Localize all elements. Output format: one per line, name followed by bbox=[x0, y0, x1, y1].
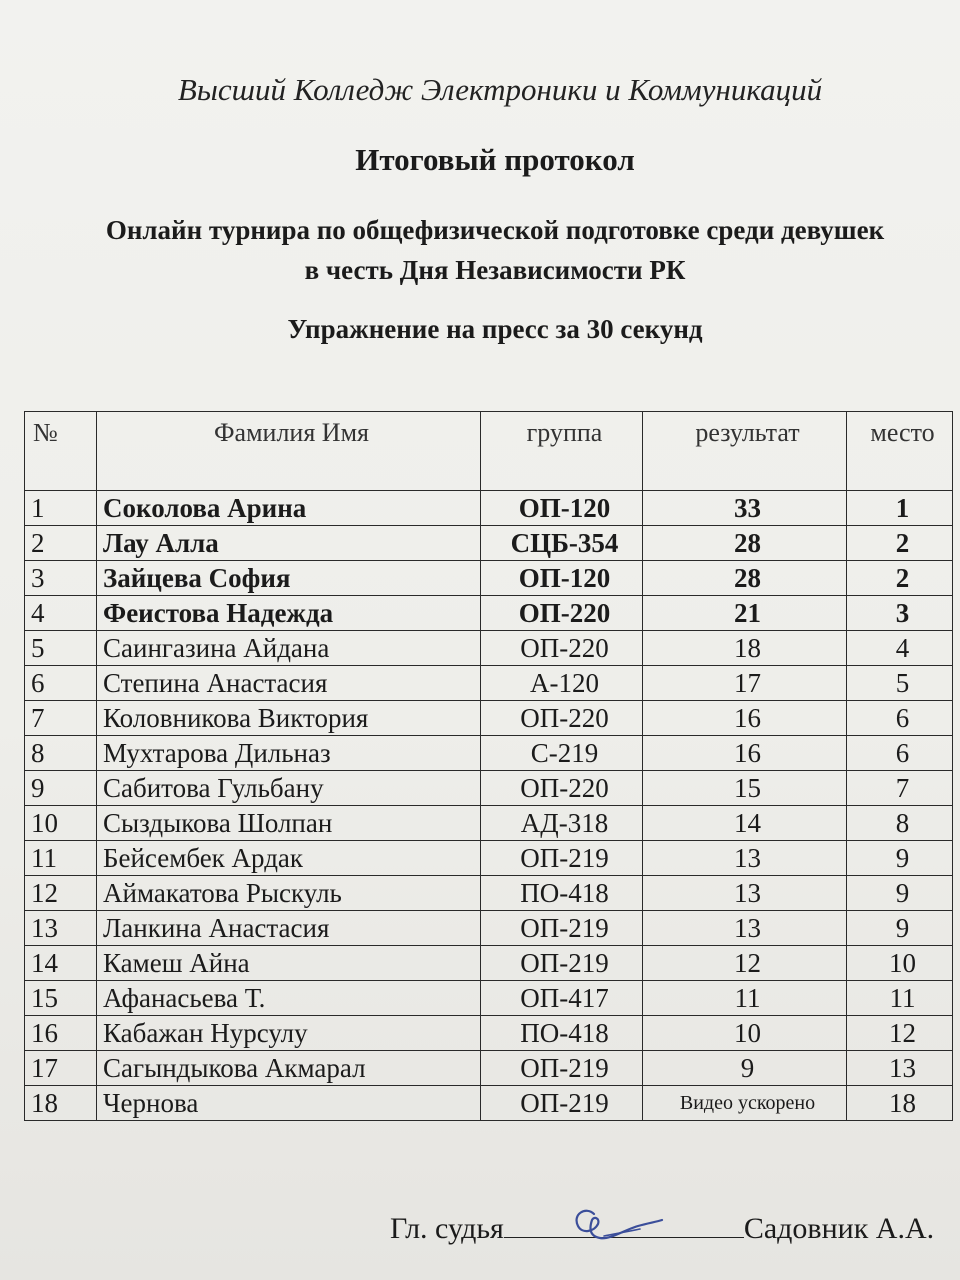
table-row bbox=[25, 771, 953, 806]
column-header-place: место bbox=[847, 412, 953, 491]
cell-place: 6 bbox=[847, 736, 953, 771]
cell-result: 21 bbox=[643, 596, 847, 631]
cell-group: ОП-220 bbox=[481, 631, 643, 666]
table-row bbox=[25, 561, 953, 596]
cell-name: Коловникова Виктория bbox=[97, 701, 481, 736]
cell-name: Чернова bbox=[97, 1086, 481, 1121]
cell-result: 12 bbox=[643, 946, 847, 981]
cell-place: 8 bbox=[847, 806, 953, 841]
cell-result: 17 bbox=[643, 666, 847, 701]
cell-name: Зайцева София bbox=[97, 561, 481, 596]
cell-name: Бейсембек Ардак bbox=[97, 841, 481, 876]
table-row bbox=[25, 1016, 953, 1051]
cell-name: Степина Анастасия bbox=[97, 666, 481, 701]
results-table bbox=[24, 411, 953, 1121]
cell-place: 12 bbox=[847, 1016, 953, 1051]
cell-place: 11 bbox=[847, 981, 953, 1016]
cell-place: 1 bbox=[847, 491, 953, 526]
table-row bbox=[25, 596, 953, 631]
cell-result: 28 bbox=[643, 561, 847, 596]
cell-group: ПО-418 bbox=[481, 876, 643, 911]
cell-group: ОП-219 bbox=[481, 841, 643, 876]
table-row bbox=[25, 491, 953, 526]
cell-result: 16 bbox=[643, 701, 847, 736]
cell-name: Аймакатова Рыскуль bbox=[97, 876, 481, 911]
document-title: Итоговый протокол bbox=[355, 142, 635, 177]
cell-result: 18 bbox=[643, 631, 847, 666]
table-row bbox=[25, 876, 953, 911]
cell-num: 6 bbox=[25, 666, 97, 701]
cell-result: 33 bbox=[643, 491, 847, 526]
cell-name: Афанасьева Т. bbox=[97, 981, 481, 1016]
cell-group: ОП-220 bbox=[481, 596, 643, 631]
cell-num: 18 bbox=[25, 1086, 97, 1121]
subtitle-line-2: в честь Дня Независимости РК bbox=[304, 255, 686, 285]
cell-result: 13 bbox=[643, 876, 847, 911]
table-row bbox=[25, 701, 953, 736]
cell-num: 5 bbox=[25, 631, 97, 666]
cell-num: 9 bbox=[25, 771, 97, 806]
cell-num: 11 bbox=[25, 841, 97, 876]
cell-name: Соколова Арина bbox=[97, 491, 481, 526]
cell-num: 4 bbox=[25, 596, 97, 631]
cell-num: 10 bbox=[25, 806, 97, 841]
table-row bbox=[25, 841, 953, 876]
judge-label: Гл. судья bbox=[390, 1212, 504, 1245]
cell-place: 9 bbox=[847, 911, 953, 946]
cell-name: Сабитова Гульбану bbox=[97, 771, 481, 806]
cell-place: 3 bbox=[847, 596, 953, 631]
table-row bbox=[25, 666, 953, 701]
cell-result: 28 bbox=[643, 526, 847, 561]
column-header-result: результат bbox=[643, 412, 847, 491]
cell-group: ПО-418 bbox=[481, 1016, 643, 1051]
college-name: Высший Колледж Электроники и Коммуникаций bbox=[177, 72, 823, 107]
cell-result: 14 bbox=[643, 806, 847, 841]
cell-group: ОП-219 bbox=[481, 911, 643, 946]
table-row bbox=[25, 946, 953, 981]
cell-name: Мухтарова Дильназ bbox=[97, 736, 481, 771]
cell-num: 17 bbox=[25, 1051, 97, 1086]
table-header-row bbox=[25, 412, 953, 491]
cell-group: ОП-219 bbox=[481, 1051, 643, 1086]
cell-place: 9 bbox=[847, 841, 953, 876]
cell-name: Ланкина Анастасия bbox=[97, 911, 481, 946]
cell-place: 2 bbox=[847, 561, 953, 596]
cell-group: ОП-220 bbox=[481, 701, 643, 736]
cell-group: АД-318 bbox=[481, 806, 643, 841]
cell-place: 5 bbox=[847, 666, 953, 701]
column-header-num: № bbox=[25, 412, 97, 491]
column-header-name: Фамилия Имя bbox=[97, 412, 481, 491]
cell-place: 13 bbox=[847, 1051, 953, 1086]
cell-place: 9 bbox=[847, 876, 953, 911]
cell-group: ОП-219 bbox=[481, 1086, 643, 1121]
cell-place: 6 bbox=[847, 701, 953, 736]
cell-group: ОП-219 bbox=[481, 946, 643, 981]
table-row bbox=[25, 631, 953, 666]
cell-group: СЦБ-354 bbox=[481, 526, 643, 561]
cell-name: Сагындыкова Акмарал bbox=[97, 1051, 481, 1086]
cell-place: 18 bbox=[847, 1086, 953, 1121]
cell-name: Феистова Надежда bbox=[97, 596, 481, 631]
cell-name: Лау Алла bbox=[97, 526, 481, 561]
cell-group: А-120 bbox=[481, 666, 643, 701]
subtitle-line-1: Онлайн турнира по общефизической подготовке среди девушек bbox=[105, 215, 885, 245]
cell-result: 13 bbox=[643, 841, 847, 876]
table-row bbox=[25, 1086, 953, 1121]
cell-num: 16 bbox=[25, 1016, 97, 1051]
table-row bbox=[25, 981, 953, 1016]
cell-result: 13 bbox=[643, 911, 847, 946]
column-header-group: группа bbox=[481, 412, 643, 491]
cell-result: 16 bbox=[643, 736, 847, 771]
cell-name: Камеш Айна bbox=[97, 946, 481, 981]
cell-place: 10 bbox=[847, 946, 953, 981]
cell-num: 7 bbox=[25, 701, 97, 736]
cell-name: Сыздыкова Шолпан bbox=[97, 806, 481, 841]
table-row bbox=[25, 736, 953, 771]
cell-num: 12 bbox=[25, 876, 97, 911]
exercise-title: Упражнение на пресс за 30 секунд bbox=[287, 314, 703, 344]
table-row bbox=[25, 911, 953, 946]
cell-group: ОП-220 bbox=[481, 771, 643, 806]
cell-result: 11 bbox=[643, 981, 847, 1016]
cell-place: 4 bbox=[847, 631, 953, 666]
handwritten-signature-icon bbox=[564, 1196, 674, 1256]
cell-place: 2 bbox=[847, 526, 953, 561]
cell-name: Саингазина Айдана bbox=[97, 631, 481, 666]
cell-num: 15 bbox=[25, 981, 97, 1016]
table-row bbox=[25, 1051, 953, 1086]
cell-name: Кабажан Нурсулу bbox=[97, 1016, 481, 1051]
cell-group: С-219 bbox=[481, 736, 643, 771]
cell-place: 7 bbox=[847, 771, 953, 806]
document-subtitle bbox=[0, 210, 960, 290]
table-row bbox=[25, 806, 953, 841]
cell-result: 10 bbox=[643, 1016, 847, 1051]
cell-num: 13 bbox=[25, 911, 97, 946]
cell-result: 9 bbox=[643, 1051, 847, 1086]
cell-group: ОП-417 bbox=[481, 981, 643, 1016]
cell-num: 2 bbox=[25, 526, 97, 561]
cell-num: 3 bbox=[25, 561, 97, 596]
cell-result: 15 bbox=[643, 771, 847, 806]
cell-num: 1 bbox=[25, 491, 97, 526]
cell-result-note: Видео ускорено bbox=[643, 1086, 847, 1121]
judge-name: Садовник А.А. bbox=[743, 1212, 935, 1245]
table-row bbox=[25, 526, 953, 561]
cell-group: ОП-120 bbox=[481, 491, 643, 526]
cell-num: 14 bbox=[25, 946, 97, 981]
cell-num: 8 bbox=[25, 736, 97, 771]
cell-group: ОП-120 bbox=[481, 561, 643, 596]
